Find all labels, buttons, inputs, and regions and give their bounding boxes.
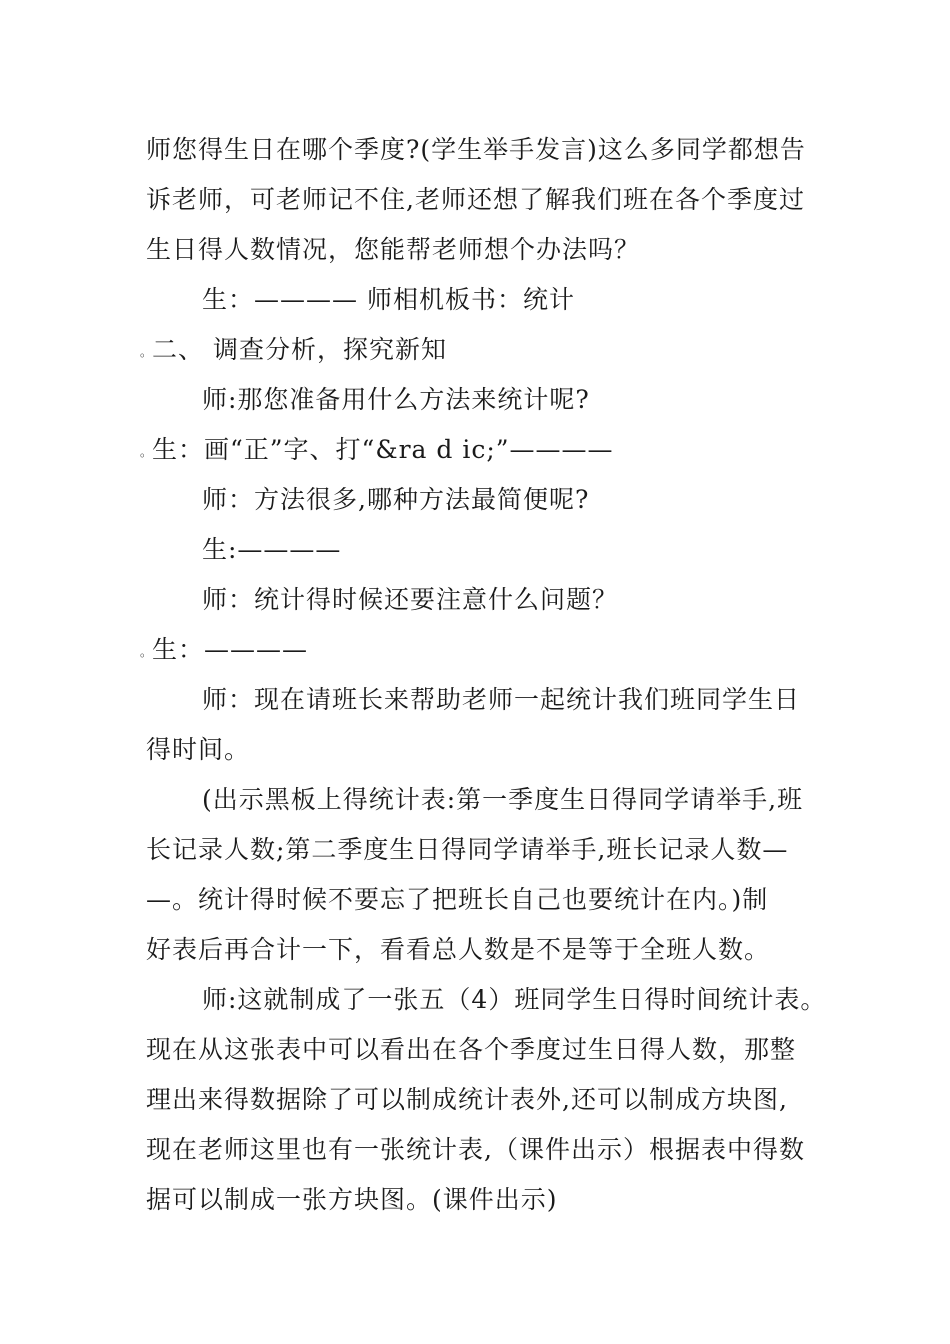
bullet-mark: 。 [140,445,153,459]
paragraph-line: —。统计得时候不要忘了把班长自己也要统计在内。)制 [146,885,769,914]
dialogue-line: 师:那您准备用什么方法来统计呢? [202,385,590,414]
paragraph-line: 师:这就制成了一张五（4）班同学生日得时间统计表。 [202,985,827,1014]
dialogue-line: 师：现在请班长来帮助老师一起统计我们班同学生日 [202,685,801,714]
dialogue-line: 生：———— [152,635,309,664]
paragraph-line: 得时间。 [146,735,251,764]
paragraph-line: (出示黑板上得统计表:第一季度生日得同学请举手,班 [202,785,804,814]
paragraph-line: 生日得人数情况，您能帮老师想个办法吗？ [146,235,641,264]
bullet-mark: 。 [140,345,153,359]
section-heading: 二、 调查分析，探究新知 [152,335,447,364]
bullet-mark: 。 [140,645,153,659]
paragraph-line: 现在老师这里也有一张统计表,（课件出示）根据表中得数 [146,1135,805,1164]
paragraph-line: 长记录人数;第二季度生日得同学请举手,班长记录人数— [146,835,789,864]
paragraph-line: 理出来得数据除了可以制成统计表外,还可以制成方块图, [146,1085,788,1114]
paragraph-line: 好表后再合计一下，看看总人数是不是等于全班人数。 [146,935,771,964]
dialogue-line: 生：———— 师相机板书：统计 [202,285,575,314]
paragraph-line: 现在从这张表中可以看出在各个季度过生日得人数，那整 [146,1035,797,1064]
dialogue-line: 师：统计得时候还要注意什么问题？ [202,585,619,614]
dialogue-line: 师：方法很多,哪种方法最简便呢? [202,485,590,514]
paragraph-line: 诉老师，可老师记不住,老师还想了解我们班在各个季度过 [146,185,805,214]
dialogue-line: 生:———— [202,535,342,564]
dialogue-line: 生：画“正”字、打“&ra d ic;”———— [152,435,614,464]
paragraph-line: 据可以制成一张方块图。(课件出示) [146,1185,558,1214]
paragraph-line: 师您得生日在哪个季度?(学生举手发言)这么多同学都想告 [146,135,806,164]
